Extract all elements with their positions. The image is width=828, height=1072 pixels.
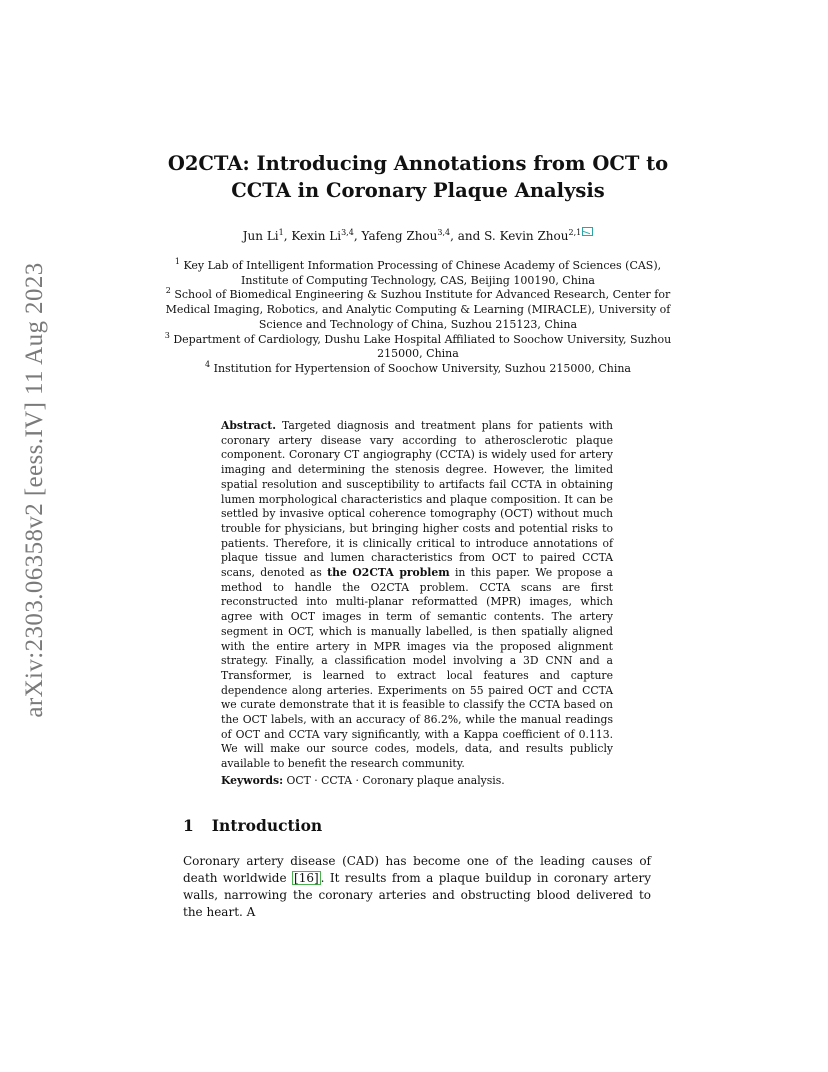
affiliation-number: 4 — [205, 359, 211, 369]
abstract-text: Targeted diagnosis and treatment plans for patients with coronary artery disease vary according to atherosclerotic plaque component. Coronary CT angiography (CCTA) is widely used for artery imaging and determining the stenosis degree. However, the limited spatial resolution and susceptibility to artifacts fail CCTA in obtaining lumen morphological characteristics and plaque composition. It can be settled by invasive optical coherence tomography (OCT) without much trouble for physicians, but bringing higher costs and potential risks to patients. Therefore, it is clinically critical to introduce annotations of plaque tissue and lumen characteristics from OCT to paired CCTA scans, denoted as — [221, 419, 613, 580]
author-affil-mark: 3,4 — [437, 228, 451, 237]
author-name: Jun Li — [242, 229, 279, 243]
section-title: Introduction — [211, 816, 323, 835]
affiliation-number: 2 — [165, 286, 171, 296]
author-affil-mark: 3,4 — [341, 228, 354, 237]
paper-title: O2CTA: Introducing Annotations from OCT to CCTA in Coronary Plaque Analysis — [167, 152, 669, 202]
section-heading — [183, 816, 322, 835]
author-list — [150, 227, 686, 243]
introduction-paragraph — [183, 853, 651, 921]
author-name: Kexin Li — [291, 229, 342, 243]
author-affil-mark: 2,1 — [568, 228, 582, 237]
abstract — [221, 419, 613, 772]
author-affil-mark: 1 — [278, 228, 284, 237]
affiliation-text: Key Lab of Intelligent Information Processing of Chinese Academy of Sciences (CAS), Institute of Computing Technology, CAS, Beijing 100190, China — [183, 259, 662, 287]
affiliation-item — [150, 288, 686, 332]
author-separator: , and — [450, 229, 485, 243]
abstract-text-continued: in this paper. We propose a method to handle the O2CTA problem. CCTA scans are first reconstructed into multi-planar reformatted (MPR) images, which agree with OCT images in term of semantic contents. The artery segment in OCT, which is manually labelled, is then spatially aligned with the entire artery in MPR images via the proposed alignment strategy. Finally, a classification model involving a 3D CNN and a Transformer, is learned to extract local features and capture dependence along arteries. Experiments on 55 paired OCT and CCTA we curate demonstrate that it is feasible to classify the CCTA based on the OCT labels, with an accuracy of 86.2%, while the manual readings of OCT and CCTA vary significantly, with a Kappa coefficient of 0.113. We will make our source codes, models, data, and results publicly available to benefit the research community. — [221, 566, 613, 771]
affiliation-number: 3 — [164, 330, 170, 340]
affiliations — [150, 259, 686, 377]
affiliation-item — [150, 259, 686, 288]
author-separator: , — [353, 229, 362, 243]
arxiv-identifier — [15, 262, 55, 718]
arxiv-identifier-text: arXiv:2303.06358v2 [eess.IV] 11 Aug 2023 — [21, 262, 48, 718]
affiliation-text: School of Biomedical Engineering & Suzhou Institute for Advanced Research, Center for Medical Imaging, Robotics, and Analytic Computing & Learning (MIRACLE), University of Science and Technology of China, Suzhou 215123, China — [165, 288, 671, 331]
affiliation-item — [150, 330, 686, 362]
email-icon[interactable] — [582, 227, 593, 236]
section-number: 1 — [183, 816, 194, 835]
abstract-emphasis: the O2CTA problem — [327, 566, 450, 580]
citation-link[interactable]: [16] — [294, 871, 319, 885]
affiliation-item — [150, 359, 686, 377]
abstract-label: Abstract. — [221, 419, 276, 432]
author-name: Yafeng Zhou — [361, 229, 438, 243]
keywords-text: OCT · CCTA · Coronary plaque analysis. — [286, 774, 505, 787]
keywords — [221, 774, 613, 789]
author-name: S. Kevin Zhou — [484, 229, 569, 243]
affiliation-text: Institution for Hypertension of Soochow University, Suzhou 215000, China — [213, 361, 631, 375]
affiliation-number: 1 — [174, 257, 180, 266]
intro-text-continued: . It results from a plaque buildup in coronary artery walls, narrowing the coronary arteries and obstructing blood delivered to the heart. A — [183, 871, 651, 919]
author-separator: , — [283, 229, 292, 243]
intro-text: Coronary artery disease (CAD) has become one of the leading causes of death worldwide — [183, 854, 651, 885]
affiliation-text: Department of Cardiology, Dushu Lake Hospital Affiliated to Soochow University, Suzhou 215000, China — [173, 332, 672, 361]
keywords-label: Keywords: — [221, 774, 284, 787]
